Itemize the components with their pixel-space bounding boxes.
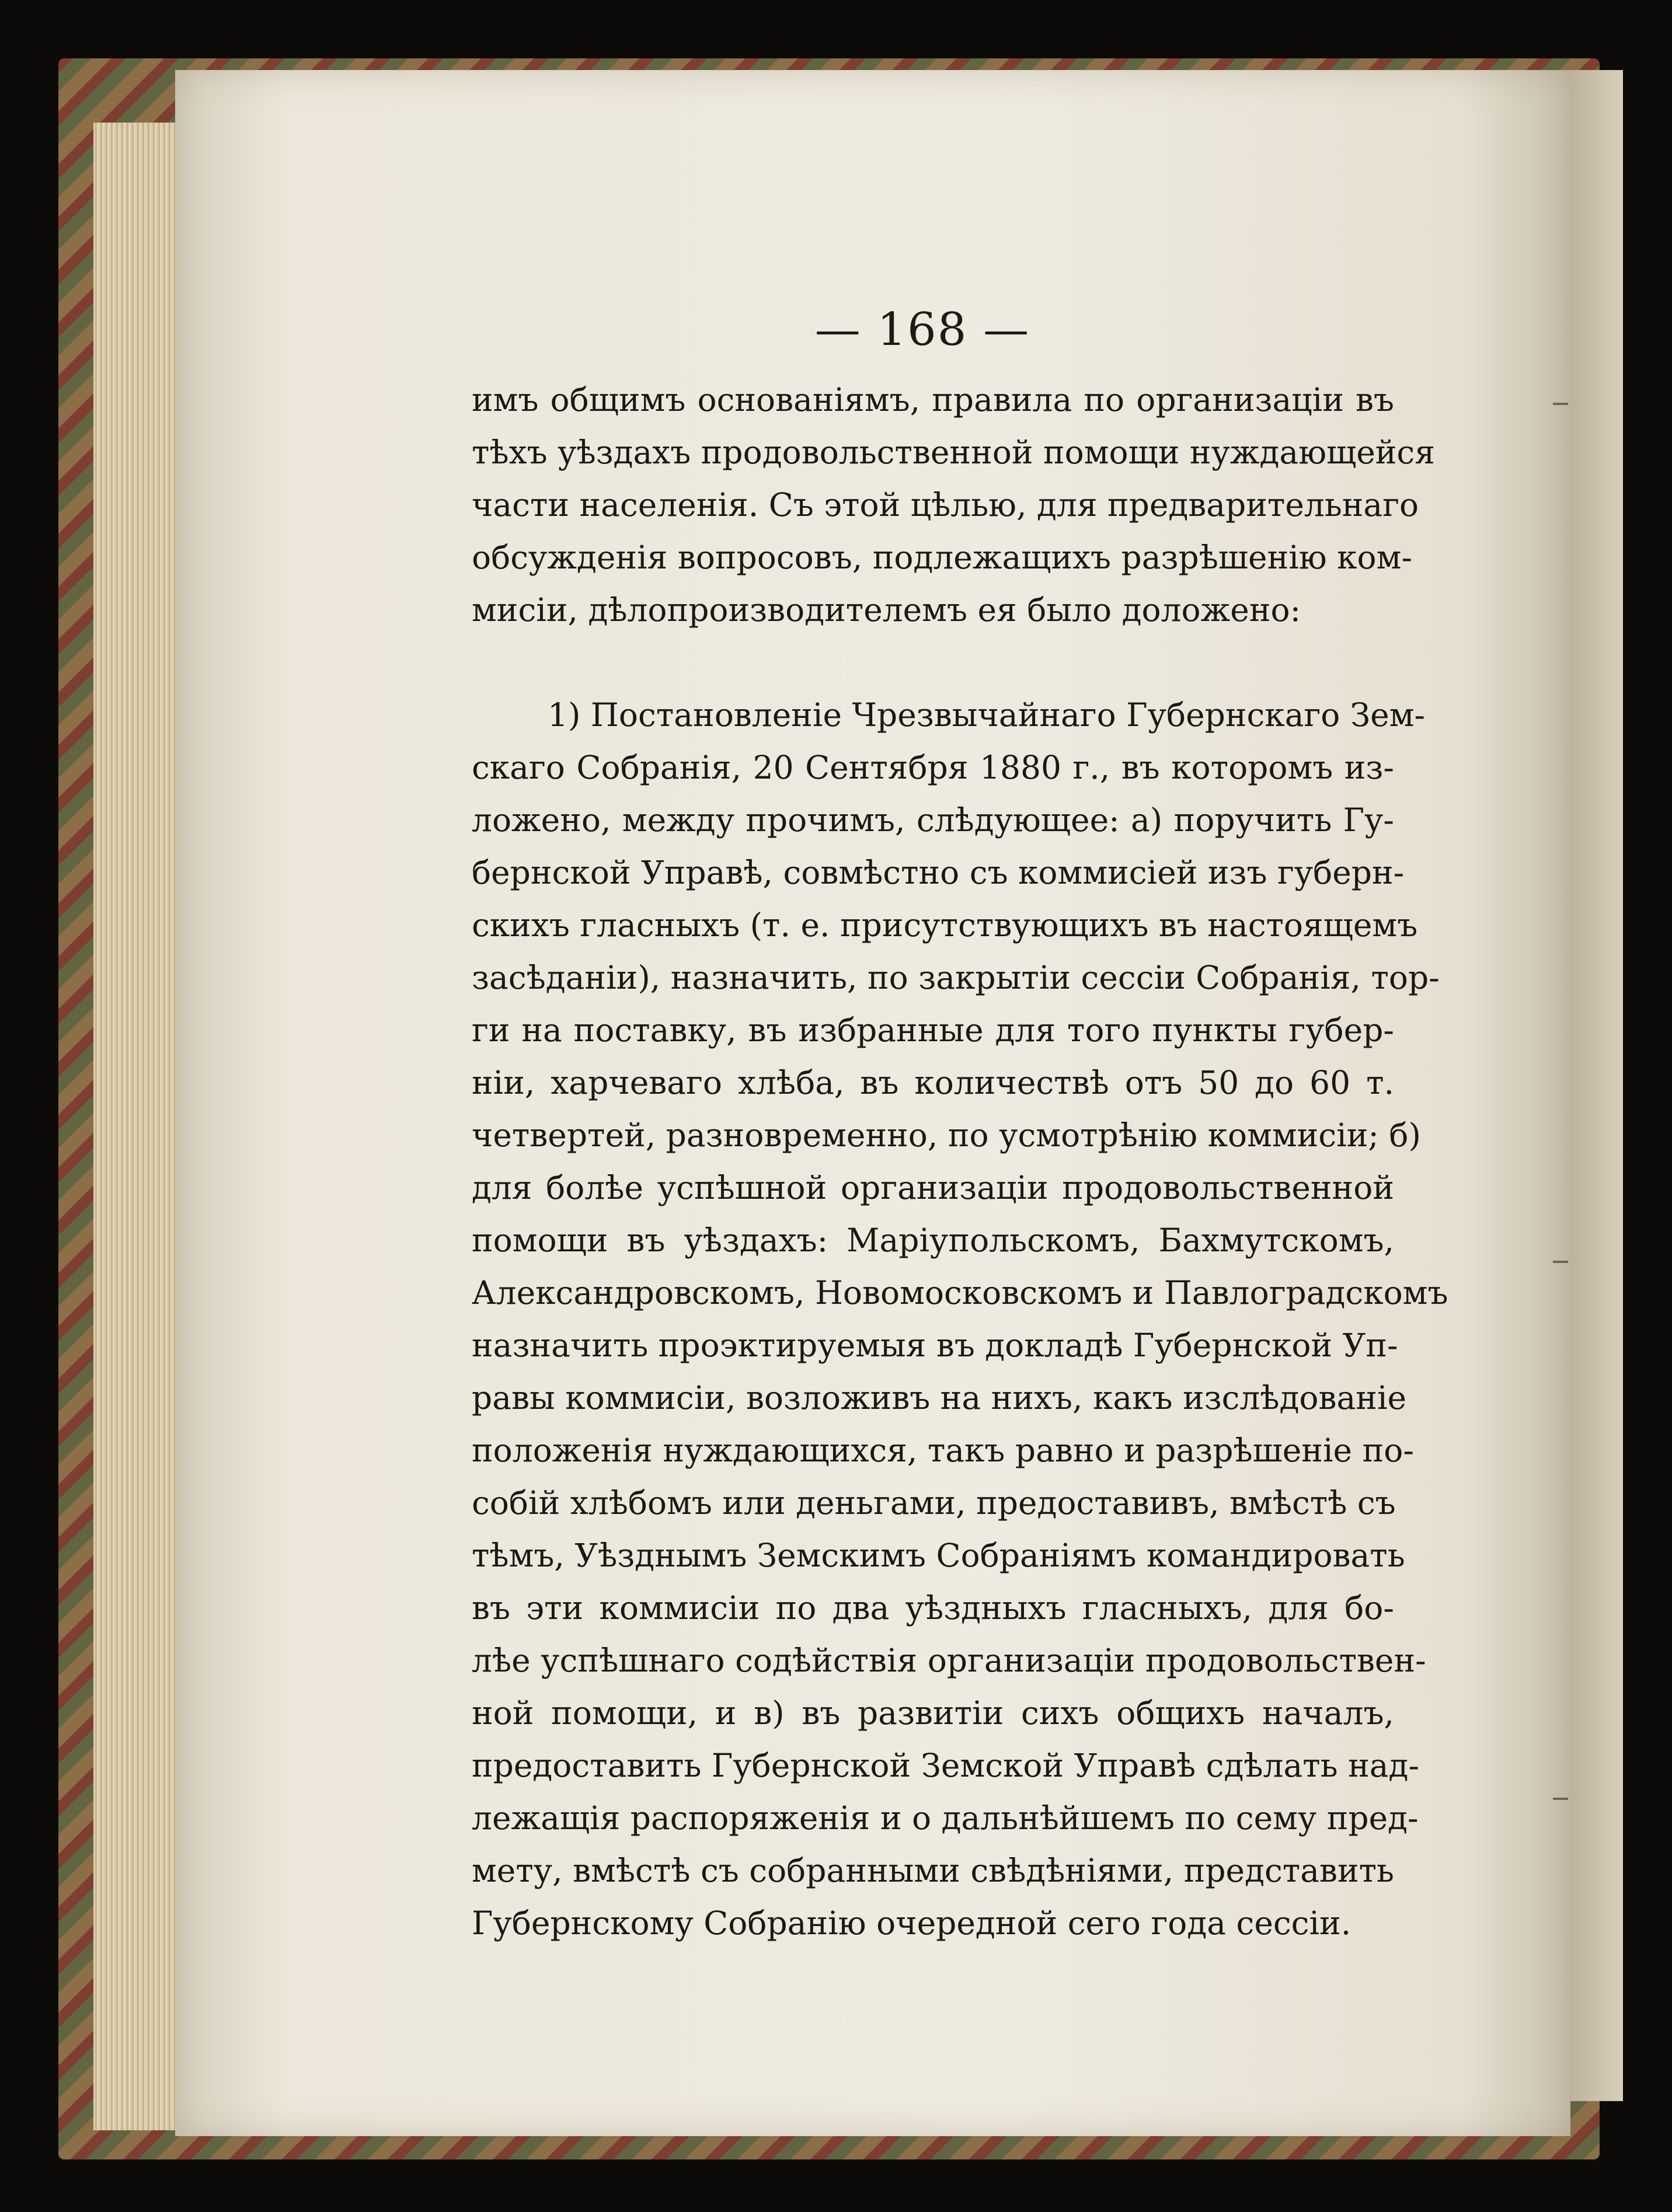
paragraph-2 xyxy=(472,689,1448,1949)
margin-tick-mark xyxy=(1553,1261,1568,1263)
text-line: ги на поставку, въ избранные для того пункты губер- xyxy=(472,1011,1394,1049)
facing-page-edge xyxy=(1570,70,1623,2101)
text-line: мисіи, дѣлопроизводителемъ ея было доложено: xyxy=(472,591,1301,629)
margin-tick-mark xyxy=(1553,403,1568,405)
page-text xyxy=(472,374,1448,1949)
page-edges xyxy=(93,123,188,2130)
text-line: предоставить Губернской Земской Управѣ сдѣлать над- xyxy=(472,1747,1419,1784)
text-line: положенія нуждающихся, такъ равно и разрѣшеніе по- xyxy=(472,1432,1414,1469)
text-line: помощи въ уѣздахъ: Маріупольскомъ, Бахмутскомъ, xyxy=(472,1222,1394,1259)
text-line: ной помощи, и в) въ развитіи сихъ общихъ началъ, xyxy=(472,1694,1394,1732)
text-line: лежащія распоряженія и о дальнѣйшемъ по сему пред- xyxy=(472,1799,1419,1837)
margin-tick-mark xyxy=(1553,1798,1568,1800)
text-line: Губернскому Собранію очередной сего года сессіи. xyxy=(472,1904,1351,1942)
text-line: мету, вмѣстѣ съ собранными свѣдѣніями, представить xyxy=(472,1852,1394,1889)
text-line: засѣданіи), назначить, по закрытіи сессіи Собранія, тор- xyxy=(472,959,1440,996)
text-line: четвертей, разновременно, по усмотрѣнію коммисіи; б) xyxy=(472,1117,1421,1154)
text-line: въ эти коммисіи по два уѣздныхъ гласныхъ, для бо- xyxy=(472,1589,1394,1627)
paragraph-1 xyxy=(472,374,1435,636)
text-line: имъ общимъ основаніямъ, правила по организаціи въ xyxy=(472,381,1394,418)
text-line: тѣхъ уѣздахъ продовольственной помощи нуждающейся xyxy=(472,434,1435,471)
text-line: тѣмъ, Уѣзднымъ Земскимъ Собраніямъ командировать xyxy=(472,1537,1405,1574)
text-line: лѣе успѣшнаго содѣйствія организаціи продовольствен- xyxy=(472,1642,1426,1679)
text-line: для болѣе успѣшной организаціи продовольственной xyxy=(472,1169,1394,1206)
text-line: собій хлѣбомъ или деньгами, предоставивъ, вмѣстѣ съ xyxy=(472,1484,1396,1522)
page-number: — 168 — xyxy=(814,303,1030,356)
text-line: равы коммисіи, возложивъ на нихъ, какъ изслѣдованіе xyxy=(472,1379,1407,1416)
text-line: 1) Постановленіе Чрезвычайнаго Губернскаго Зем- xyxy=(548,696,1426,734)
text-line: бернской Управѣ, совмѣстно съ коммисіей изъ губерн- xyxy=(472,854,1405,891)
text-line: ложено, между прочимъ, слѣдующее: а) поручить Гу- xyxy=(472,801,1394,839)
text-line: обсужденія вопросовъ, подлежащихъ разрѣшенію ком- xyxy=(472,539,1413,576)
text-line: скихъ гласныхъ (т. е. присутствующихъ въ настоящемъ xyxy=(472,906,1418,944)
text-line: назначить проэктируемыя въ докладѣ Губернской Уп- xyxy=(472,1327,1398,1364)
text-line: Александровскомъ, Новомосковскомъ и Павлоградскомъ xyxy=(472,1274,1448,1311)
text-line: скаго Собранія, 20 Сентября 1880 г., въ которомъ из- xyxy=(472,749,1394,786)
text-line: ніи, харчеваго хлѣба, въ количествѣ отъ 50 до 60 т. xyxy=(472,1064,1394,1101)
paragraph-gap xyxy=(472,636,1394,689)
text-line: части населенія. Съ этой цѣлью, для предварительнаго xyxy=(472,486,1419,524)
